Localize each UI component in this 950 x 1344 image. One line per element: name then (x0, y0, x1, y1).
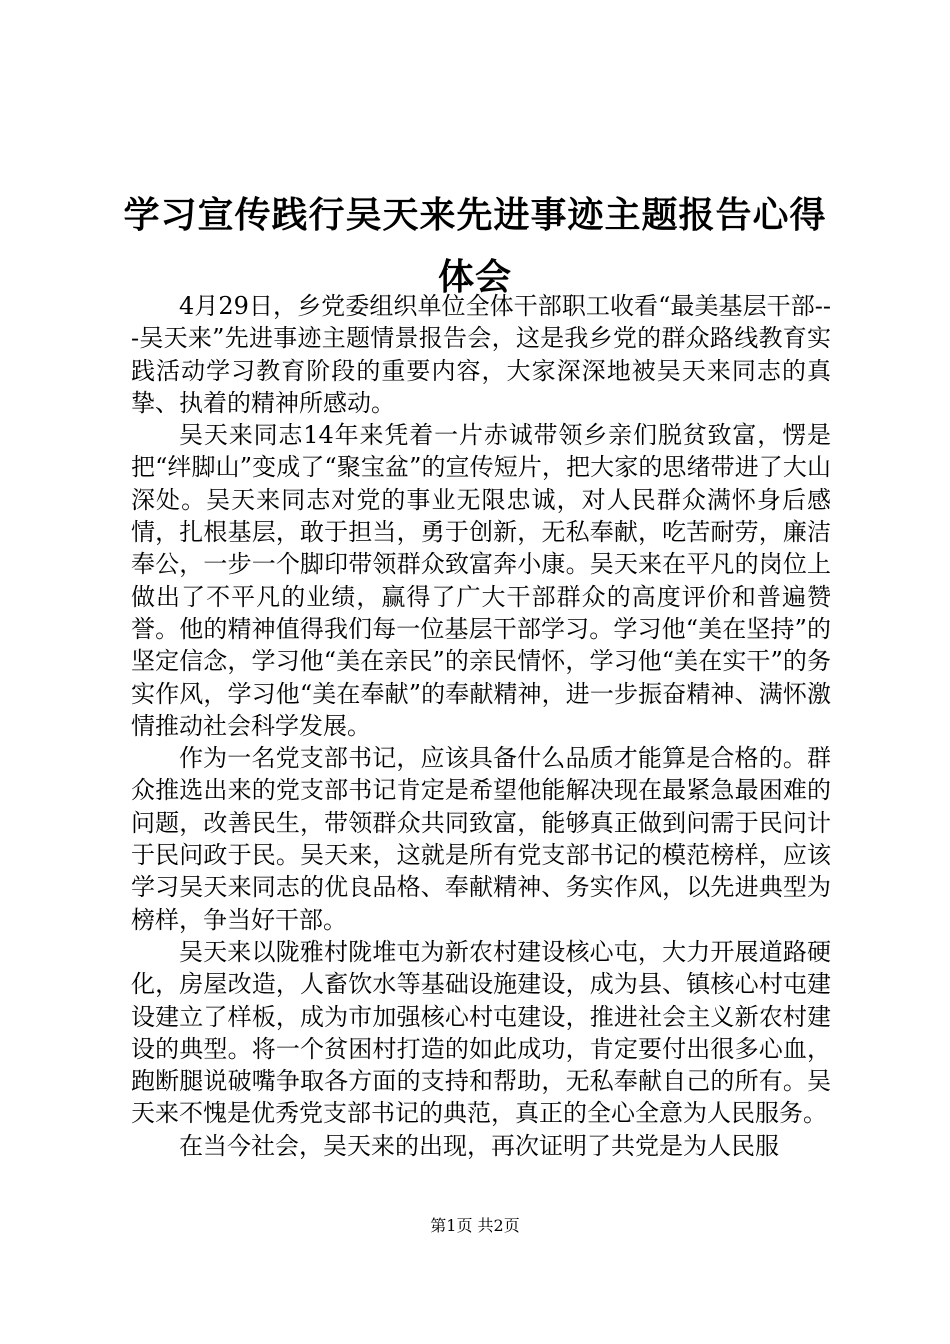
paragraph-4: 吴天来以陇雅村陇堆屯为新农村建设核心屯，大力开展道路硬化，房屋改造，人畜饮水等基础设施建设，成为县、镇核心村屯建设建立了样板，成为市加强核心村屯建设，推进社会主义新农村建设的典型。将一个贫困村打造的如此成功，肯定要付出很多心血，跑断腿说破嘴争取各方面的支持和帮助，无私奉献自己的所有。吴天来不愧是优秀党支部书记的典范，真正的全心全意为人民服务。 (131, 937, 831, 1128)
page-footer: 第1页 共2页 (430, 1216, 520, 1235)
document-title: 学习宣传践行吴天来先进事迹主题报告心得体会 (123, 194, 827, 299)
paragraph-3: 作为一名党支部书记，应该具备什么品质才能算是合格的。群众推选出来的党支部书记肯定是希望他能解决现在最紧急最困难的问题，改善民生，带领群众共同致富，能够真正做到问需于民问计于民问政于民。吴天来，这就是所有党支部书记的模范榜样，应该学习吴天来同志的优良品格、奉献精神、务实作风，以先进典型为榜样，争当好干部。 (131, 744, 831, 934)
document-body (131, 290, 831, 1162)
paragraph-1: 4月29日，乡党委组织单位全体干部职工收看“最美基层干部---吴天来”先进事迹主题情景报告会，这是我乡党的群众路线教育实践活动学习教育阶段的重要内容，大家深深地被吴天来同志的真挚、执着的精神所感动。 (131, 292, 831, 417)
paragraph-5: 在当今社会，吴天来的出现，再次证明了共党是为人民服 (179, 1131, 779, 1160)
paragraph-2: 吴天来同志14年来凭着一片赤诚带领乡亲们脱贫致富，愣是把“绊脚山”变成了“聚宝盆”的宣传短片，把大家的思绪带进了大山深处。吴天来同志对党的事业无限忠诚，对人民群众满怀身后感情，扎根基层，敢于担当，勇于创新，无私奉献，吃苦耐劳，廉洁奉公，一步一个脚印带领群众致富奔小康。吴天来在平凡的岗位上做出了不平凡的业绩，赢得了广大干部群众的高度评价和普遍赞誉。他的精神值得我们每一位基层干部学习。学习他“美在坚持”的坚定信念，学习他“美在亲民”的亲民情怀，学习他“美在实干”的务实作风，学习他“美在奉献”的奉献精神，进一步振奋精神、满怀激情推动社会科学发展。 (131, 421, 831, 740)
